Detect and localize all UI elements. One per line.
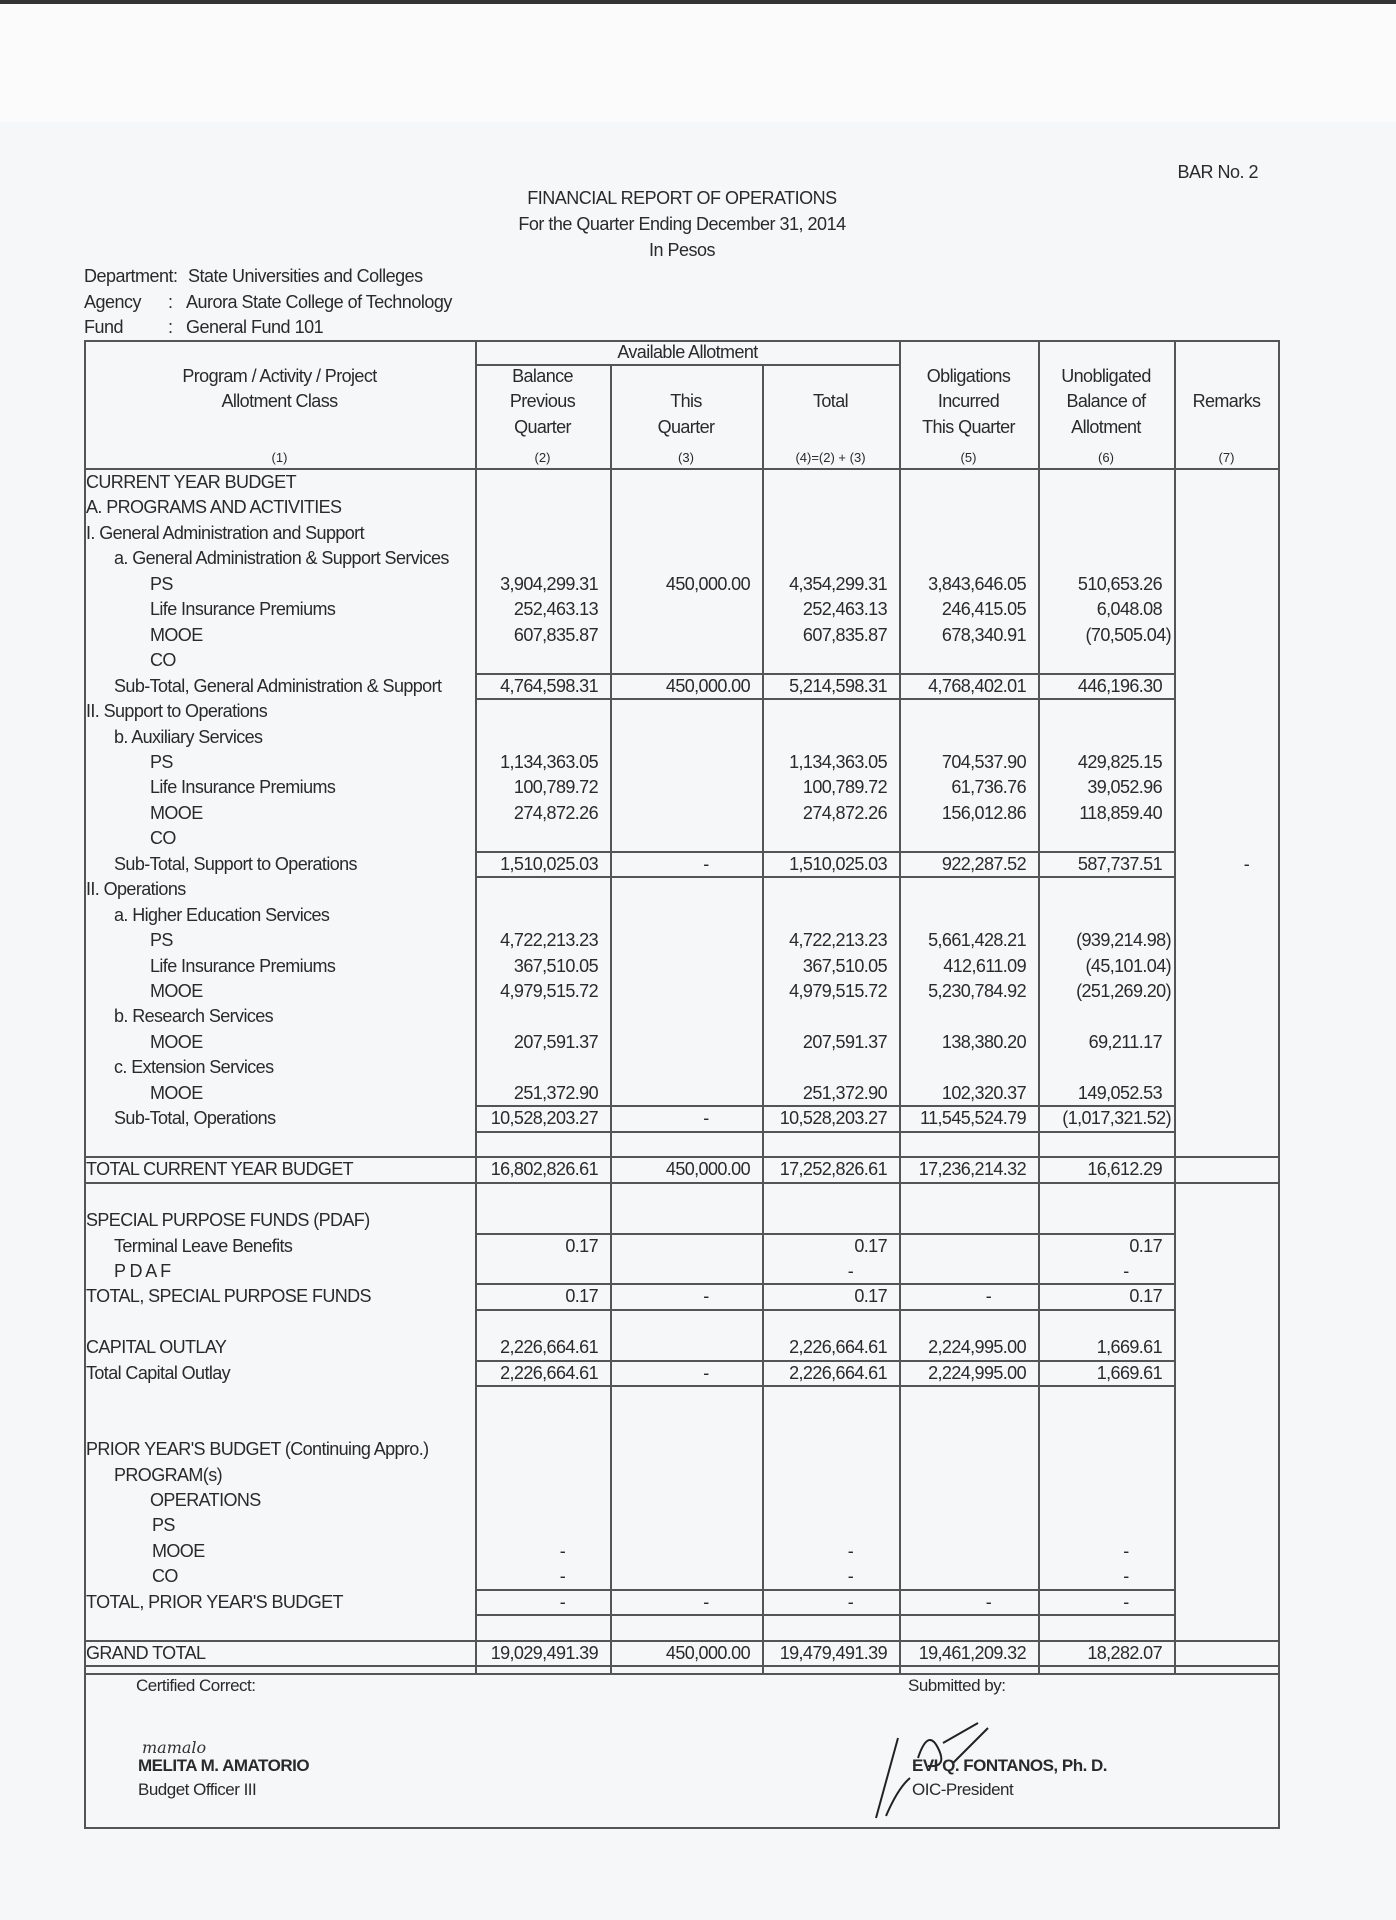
cell-col-6: - xyxy=(1123,1591,1129,1612)
cell-col-2: 0.17 xyxy=(565,1235,598,1256)
row-label: TOTAL CURRENT YEAR BUDGET xyxy=(86,1159,354,1180)
table-row xyxy=(84,801,1279,827)
header-available-allotment: Available Allotment xyxy=(617,342,758,362)
cell-col-2: 251,372.90 xyxy=(513,1082,598,1103)
agency-colon: : xyxy=(168,292,173,312)
header-program-line2: Allotment Class xyxy=(221,391,338,411)
cell-col-4: 274,872.26 xyxy=(802,802,887,823)
row-label: MOOE xyxy=(152,1540,205,1561)
cell-col-5: 412,611.09 xyxy=(943,955,1026,976)
cell-col-5: 2,224,995.00 xyxy=(928,1362,1026,1383)
cell-col-6: 446,196.30 xyxy=(1077,675,1162,696)
table-row xyxy=(84,648,1279,674)
row-label: b. Research Services xyxy=(114,1006,274,1027)
cell-col-4: 100,789.72 xyxy=(802,777,887,798)
cell-col-3: - xyxy=(703,1362,709,1383)
cell-col-6: 0.17 xyxy=(1129,1286,1162,1307)
row-top-rule xyxy=(475,673,1175,675)
row-label: Life Insurance Premiums xyxy=(150,599,336,620)
table-row xyxy=(84,1132,1279,1158)
table-row xyxy=(84,1106,1279,1132)
cell-col-2: 16,802,826.61 xyxy=(490,1159,598,1180)
cell-col-2: 4,722,213.23 xyxy=(500,930,598,951)
currency-note: In Pesos xyxy=(648,240,716,260)
cell-col-6: (939,214.98) xyxy=(1076,930,1171,951)
cell-col-4: 4,722,213.23 xyxy=(789,930,887,951)
cell-col-4: 367,510.05 xyxy=(802,955,887,976)
table-bottom-border xyxy=(84,1827,1280,1829)
table-row xyxy=(84,1157,1279,1183)
table-row xyxy=(84,852,1279,878)
header-obligations-line2: Incurred xyxy=(937,391,1000,411)
row-top-rule xyxy=(475,1105,1175,1107)
row-label: A. PROGRAMS AND ACTIVITIES xyxy=(86,497,342,518)
cell-col-4: 17,252,826.61 xyxy=(779,1159,887,1180)
row-label: Sub-Total, Operations xyxy=(114,1108,276,1129)
form-code: BAR No. 2 xyxy=(1177,162,1258,182)
table-row xyxy=(84,1564,1279,1590)
cell-col-6: - xyxy=(1123,1540,1129,1561)
row-label: II. Support to Operations xyxy=(86,701,268,722)
cell-col-3: 450,000.00 xyxy=(665,1642,750,1663)
cell-col-2: - xyxy=(559,1566,566,1587)
cell-col-4: 252,463.13 xyxy=(802,599,887,620)
certified-correct-label: Certified Correct: xyxy=(136,1676,256,1695)
table-row xyxy=(84,674,1279,700)
cell-col-2: 252,463.13 xyxy=(513,599,598,620)
table-row xyxy=(84,1513,1279,1539)
cell-col-5: 17,236,214.32 xyxy=(918,1159,1026,1180)
scan-top-band xyxy=(0,0,1396,122)
cell-col-4: 1,134,363.05 xyxy=(789,751,887,772)
cell-col-2: 3,904,299.31 xyxy=(500,573,598,594)
table-row xyxy=(84,750,1279,776)
header-unobligated-line1: Unobligated xyxy=(1061,366,1151,386)
cell-col-2: 607,835.87 xyxy=(513,624,598,645)
table-row xyxy=(84,1234,1279,1260)
header-balance-line2: Previous xyxy=(509,391,576,411)
cell-col-2: 2,226,664.61 xyxy=(500,1362,598,1383)
row-label: SPECIAL PURPOSE FUNDS (PDAF) xyxy=(86,1210,370,1231)
row-top-rule xyxy=(84,1640,1280,1642)
table-row xyxy=(84,1590,1279,1616)
col-number-2: (2) xyxy=(534,450,551,465)
cell-col-2: 100,789.72 xyxy=(513,777,598,798)
cell-col-6: (45,101.04) xyxy=(1085,955,1171,976)
cell-col-2: 10,528,203.27 xyxy=(490,1108,598,1129)
table-row xyxy=(84,1310,1279,1336)
report-subtitle: For the Quarter Ending December 31, 2014 xyxy=(518,214,846,234)
row-label: a. General Administration & Support Services xyxy=(114,548,449,569)
table-row xyxy=(84,1361,1279,1387)
header-unobligated-line2: Balance of xyxy=(1066,391,1146,411)
row-label: Total Capital Outlay xyxy=(86,1362,231,1383)
table-row xyxy=(84,725,1279,751)
cell-col-2: 367,510.05 xyxy=(513,955,598,976)
table-row xyxy=(84,1641,1279,1667)
row-top-rule xyxy=(475,1283,1175,1285)
table-row xyxy=(84,546,1279,572)
certified-title: Budget Officer III xyxy=(138,1780,257,1799)
row-top-rule xyxy=(475,1131,1175,1133)
row-label: TOTAL, PRIOR YEAR'S BUDGET xyxy=(86,1591,343,1612)
row-label: GRAND TOTAL xyxy=(86,1642,206,1663)
fund-label: Fund xyxy=(84,317,124,337)
cell-col-3: 450,000.00 xyxy=(665,573,750,594)
cell-col-6: 0.17 xyxy=(1129,1235,1162,1256)
cell-col-5: 5,230,784.92 xyxy=(928,981,1026,1001)
cell-col-2: 1,134,363.05 xyxy=(500,751,598,772)
row-label: a. Higher Education Services xyxy=(114,904,330,925)
cell-col-6: (70,505.04) xyxy=(1085,624,1171,645)
table-row xyxy=(84,928,1279,954)
cell-col-6: 510,653.26 xyxy=(1077,573,1162,594)
table-row xyxy=(84,1183,1279,1209)
cell-col-4: - xyxy=(847,1540,854,1561)
table-row xyxy=(84,775,1279,801)
cell-col-5: 922,287.52 xyxy=(941,853,1026,874)
cell-col-4: 10,528,203.27 xyxy=(779,1108,887,1129)
cell-col-6: 587,737.51 xyxy=(1077,853,1162,874)
table-row xyxy=(84,1284,1279,1310)
cell-col-6: 39,052.96 xyxy=(1087,777,1162,798)
table-row xyxy=(84,1259,1279,1285)
row-label: MOOE xyxy=(150,624,203,645)
fund-colon: : xyxy=(168,317,173,337)
row-top-rule xyxy=(475,1233,1175,1235)
agency-value: Aurora State College of Technology xyxy=(186,292,452,312)
row-label: CO xyxy=(152,1566,178,1587)
row-label: Life Insurance Premiums xyxy=(150,777,336,798)
row-label: c. Extension Services xyxy=(114,1057,274,1078)
row-label: PS xyxy=(150,751,173,772)
cell-col-6: 69,211.17 xyxy=(1088,1031,1162,1052)
cell-col-2: 207,591.37 xyxy=(513,1031,598,1052)
header-this-quarter-line1: This xyxy=(670,391,702,411)
table-row xyxy=(84,979,1279,1005)
cell-col-6: 18,282.07 xyxy=(1087,1642,1162,1663)
row-label: TOTAL, SPECIAL PURPOSE FUNDS xyxy=(86,1286,371,1307)
row-label: Terminal Leave Benefits xyxy=(114,1235,293,1256)
table-row xyxy=(84,1335,1279,1361)
cell-col-3: 450,000.00 xyxy=(665,675,750,696)
row-label: CO xyxy=(150,650,176,671)
table-row xyxy=(84,1030,1279,1056)
report-title: FINANCIAL REPORT OF OPERATIONS xyxy=(527,188,837,208)
cell-col-2: - xyxy=(559,1540,566,1561)
cell-col-5: - xyxy=(985,1286,992,1307)
table-row xyxy=(84,1081,1279,1107)
cell-col-5: 2,224,995.00 xyxy=(928,1337,1026,1358)
cell-col-6: (251,269.20) xyxy=(1076,981,1171,1001)
col-number-6: (6) xyxy=(1098,450,1114,465)
cell-col-6: - xyxy=(1123,1260,1129,1281)
cell-col-6: - xyxy=(1123,1566,1129,1587)
cell-col-6: 1,669.61 xyxy=(1096,1362,1162,1383)
header-total: Total xyxy=(812,391,849,411)
col-number-4: (4)=(2) + (3) xyxy=(795,450,866,465)
cell-col-4: 207,591.37 xyxy=(802,1031,887,1052)
table-row xyxy=(84,1386,1279,1412)
cell-col-4: 4,979,515.72 xyxy=(789,981,887,1001)
row-label: PROGRAM(s) xyxy=(114,1464,222,1485)
cell-col-4: 0.17 xyxy=(854,1235,887,1256)
cell-col-5: 246,415.05 xyxy=(941,599,1026,620)
col-number-3: (3) xyxy=(678,450,694,465)
cell-col-4: 1,510,025.03 xyxy=(789,853,887,874)
cell-col-2: - xyxy=(559,1591,566,1612)
cell-col-5: 102,320.37 xyxy=(941,1082,1026,1103)
cell-col-6: 429,825.15 xyxy=(1077,751,1162,772)
header-balance-line1: Balance xyxy=(512,366,573,386)
cell-col-4: - xyxy=(847,1591,854,1612)
cell-col-4: 0.17 xyxy=(854,1286,887,1307)
row-label: MOOE xyxy=(150,981,203,1001)
table-row xyxy=(84,1488,1279,1514)
cell-col-5: 4,768,402.01 xyxy=(928,675,1026,696)
table-row xyxy=(84,1004,1279,1030)
table-row xyxy=(84,521,1279,547)
row-label: I. General Administration and Support xyxy=(86,522,364,543)
row-label: Sub-Total, General Administration & Support xyxy=(114,675,442,696)
cell-col-5: 19,461,209.32 xyxy=(918,1642,1026,1663)
submitted-title: OIC-President xyxy=(912,1780,1014,1799)
row-label: MOOE xyxy=(150,1082,203,1103)
row-top-rule xyxy=(475,1589,1175,1591)
row-label: Life Insurance Premiums xyxy=(150,955,336,976)
table-row xyxy=(84,699,1279,725)
cell-col-4: 5,214,598.31 xyxy=(789,675,887,696)
row-label: II. Operations xyxy=(86,879,186,900)
cell-col-4: 19,479,491.39 xyxy=(779,1642,887,1663)
table-row xyxy=(84,495,1279,521)
cell-col-7: - xyxy=(1243,853,1250,874)
table-row xyxy=(84,877,1279,903)
cell-col-4: - xyxy=(847,1566,854,1587)
table-row xyxy=(84,1615,1279,1641)
cell-col-4: 607,835.87 xyxy=(802,624,887,645)
table-row xyxy=(84,1437,1279,1463)
row-top-rule xyxy=(475,1614,1175,1616)
cell-col-3: - xyxy=(703,853,709,874)
signature-area-divider xyxy=(84,1673,1280,1675)
cell-col-5: - xyxy=(985,1591,992,1612)
cell-col-6: 6,048.08 xyxy=(1096,599,1162,620)
header-remarks: Remarks xyxy=(1192,391,1261,411)
header-obligations-line3: This Quarter xyxy=(922,417,1015,437)
table-row xyxy=(84,826,1279,852)
cell-col-5: 704,537.90 xyxy=(941,751,1026,772)
cell-col-3: - xyxy=(703,1108,709,1129)
table-row xyxy=(84,470,1279,496)
row-label: Sub-Total, Support to Operations xyxy=(114,853,357,874)
col-number-7: (7) xyxy=(1218,450,1235,465)
fund-value: General Fund 101 xyxy=(186,317,324,337)
cell-col-5: 61,736.76 xyxy=(951,777,1026,798)
cell-col-2: 19,029,491.39 xyxy=(490,1642,598,1663)
submitted-by-label: Submitted by: xyxy=(908,1676,1006,1695)
table-row xyxy=(84,1412,1279,1438)
cell-col-4: - xyxy=(847,1260,854,1281)
cell-col-4: 2,226,664.61 xyxy=(789,1362,887,1383)
table-row xyxy=(84,903,1279,929)
row-label: CAPITAL OUTLAY xyxy=(86,1337,227,1358)
row-label: PRIOR YEAR'S BUDGET (Continuing Appro.) xyxy=(86,1439,429,1460)
cell-col-2: 0.17 xyxy=(565,1286,598,1307)
cell-col-6: 1,669.61 xyxy=(1096,1337,1162,1358)
cell-col-5: 3,843,646.05 xyxy=(928,573,1026,594)
submitted-name: EVI Q. FONTANOS, Ph. D. xyxy=(912,1756,1108,1775)
cell-col-3: 450,000.00 xyxy=(665,1159,750,1180)
department-label: Department: xyxy=(84,266,178,286)
certified-name: MELITA M. AMATORIO xyxy=(138,1756,310,1775)
cell-col-2: 274,872.26 xyxy=(513,802,598,823)
row-label: OPERATIONS xyxy=(150,1490,261,1510)
col-number-1: (1) xyxy=(271,450,288,465)
table-row xyxy=(84,623,1279,649)
cell-col-5: 156,012.86 xyxy=(941,802,1026,823)
certified-signature: mamalo xyxy=(142,1738,207,1757)
cell-col-2: 2,226,664.61 xyxy=(500,1337,598,1358)
cell-col-6: 118,859.40 xyxy=(1079,802,1162,823)
header-balance-line3: Quarter xyxy=(514,417,571,437)
header-program-line1: Program / Activity / Project xyxy=(182,366,377,386)
row-label: CURRENT YEAR BUDGET xyxy=(86,472,296,492)
row-label: CO xyxy=(150,828,176,849)
cell-col-6: 16,612.29 xyxy=(1087,1159,1162,1180)
table-row xyxy=(84,954,1279,980)
cell-col-2: 4,764,598.31 xyxy=(500,675,598,696)
cell-col-6: (1,017,321.52) xyxy=(1062,1108,1171,1129)
cell-col-4: 251,372.90 xyxy=(802,1082,887,1103)
table-row xyxy=(84,1055,1279,1081)
table-row xyxy=(84,572,1279,598)
cell-col-5: 5,661,428.21 xyxy=(928,930,1026,951)
row-label: b. Auxiliary Services xyxy=(114,726,263,747)
header-unobligated-line3: Allotment xyxy=(1071,417,1141,437)
table-row xyxy=(84,1463,1279,1489)
cell-col-5: 678,340.91 xyxy=(941,624,1026,645)
cell-col-6: 149,052.53 xyxy=(1077,1082,1162,1103)
agency-label: Agency xyxy=(84,292,142,312)
row-label: PS xyxy=(150,930,173,951)
header-obligations-line1: Obligations xyxy=(926,366,1011,386)
row-bottom-rule xyxy=(84,1665,1280,1667)
table-row xyxy=(84,597,1279,623)
cell-col-3: - xyxy=(703,1591,709,1612)
table-row xyxy=(84,1208,1279,1234)
col-number-5: (5) xyxy=(960,450,977,465)
cell-col-2: 1,510,025.03 xyxy=(500,853,598,874)
row-label: PS xyxy=(152,1515,175,1536)
cell-col-2: 4,979,515.72 xyxy=(500,981,598,1001)
cell-col-3: - xyxy=(703,1286,709,1307)
row-top-rule xyxy=(84,1156,1280,1158)
row-top-rule xyxy=(475,851,1175,853)
row-top-rule xyxy=(475,1360,1175,1362)
cell-col-5: 11,545,524.79 xyxy=(920,1108,1026,1129)
department-value: State Universities and Colleges xyxy=(188,266,423,286)
row-label: P D A F xyxy=(114,1260,171,1281)
row-label: PS xyxy=(150,573,173,594)
cell-col-4: 4,354,299.31 xyxy=(789,573,887,594)
header-this-quarter-line2: Quarter xyxy=(657,417,715,437)
cell-col-5: 138,380.20 xyxy=(941,1031,1026,1052)
cell-col-4: 2,226,664.61 xyxy=(789,1337,887,1358)
row-label: MOOE xyxy=(150,802,203,823)
row-label: MOOE xyxy=(150,1031,203,1052)
table-row xyxy=(84,1539,1279,1565)
